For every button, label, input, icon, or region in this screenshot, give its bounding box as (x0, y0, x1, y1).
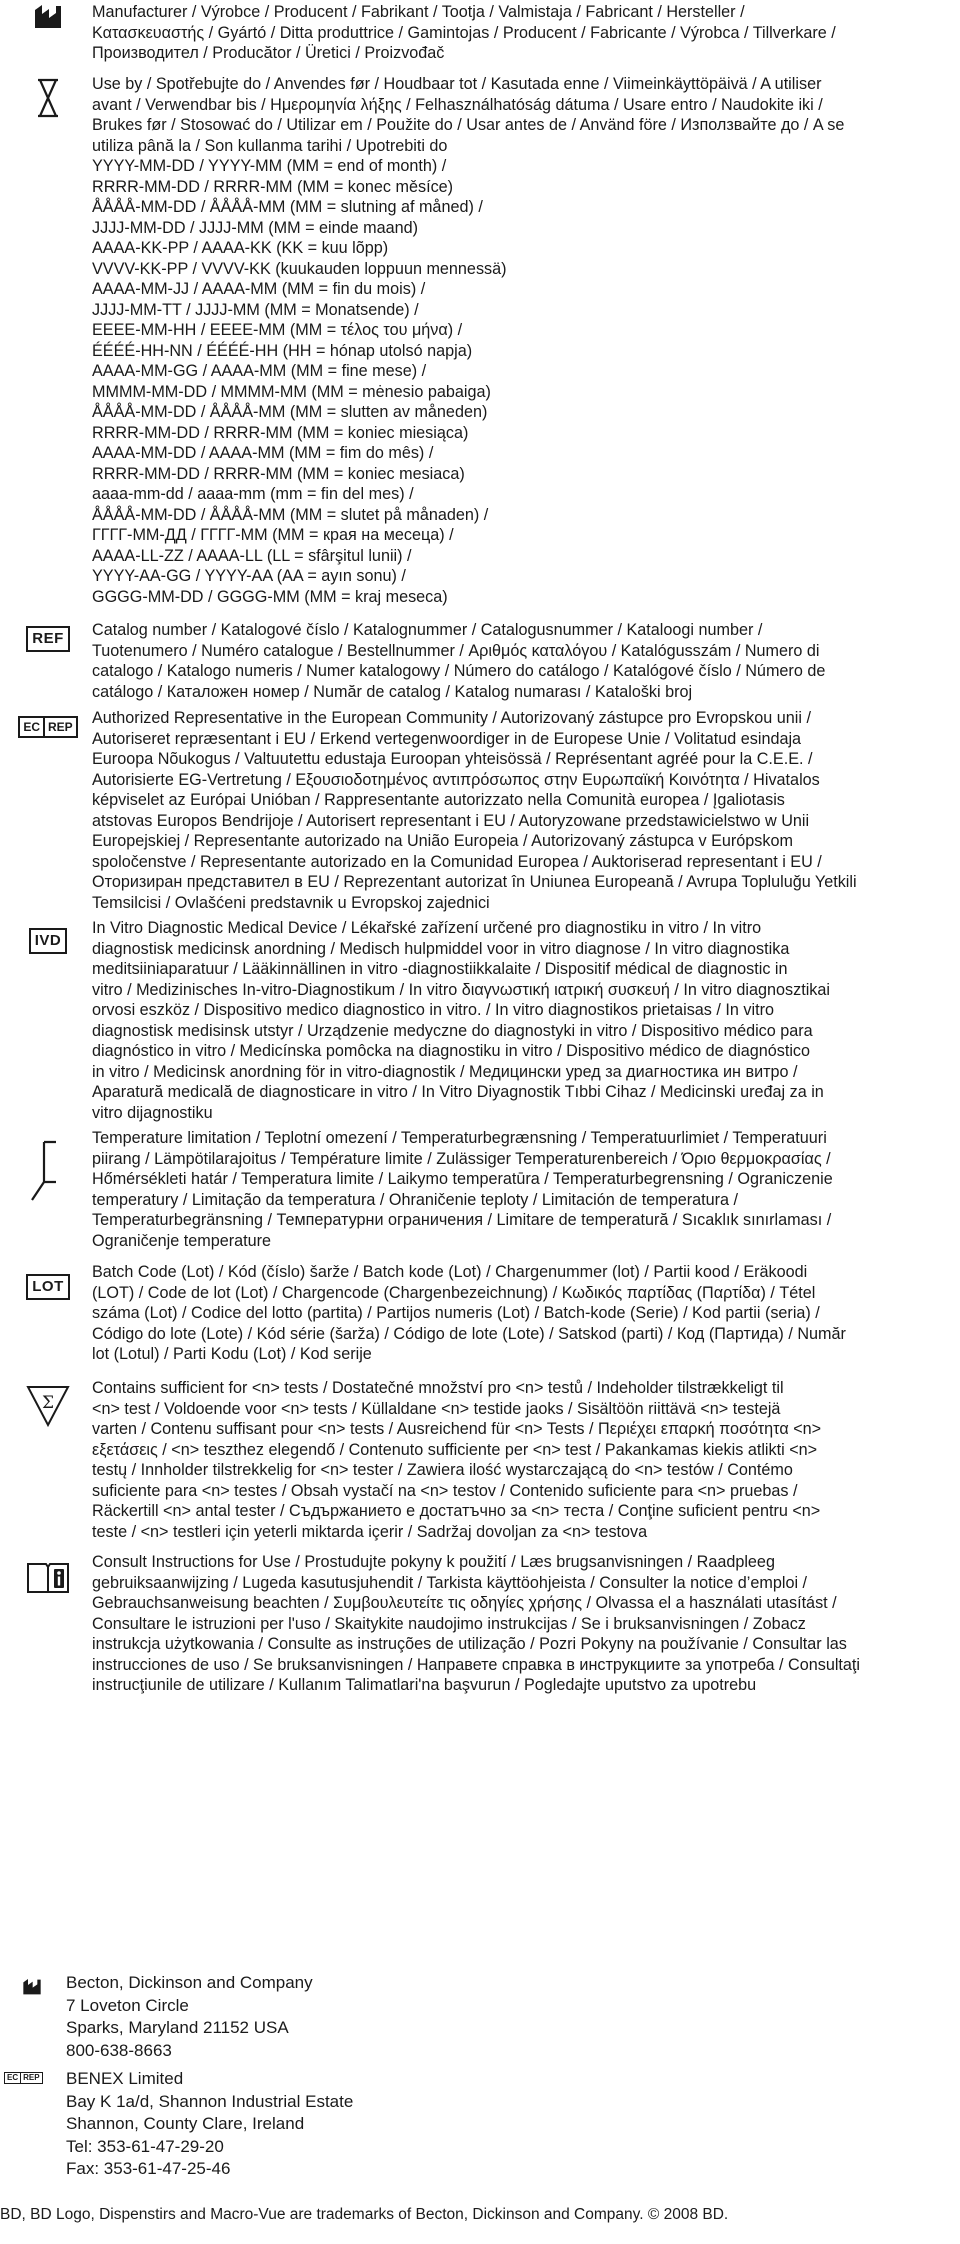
text-line: varten / Contenu suffisant pour <n> tests / Ausreichend für <n> Tests / Περιέχει επαρκή ποσότητα <n> (92, 1420, 822, 1438)
text-line: AAAA-LL-ZZ / AAAA-LL (LL = sfârşitul lunii) / (92, 546, 412, 565)
text-line: εξετάσεις / <n> teszthez elegendő / Contenuto sufficiente per <n> test / Pakankamas kiekis atlikti <n> (92, 1440, 818, 1459)
text-line: VVVV-KK-PP / VVVV-KK (kuukauden loppuun mennessä) (92, 259, 507, 278)
text-line: utiliza până la / Son kullanma tarihi / Upotrebiti do (92, 136, 448, 155)
ivd-icon: IVD (29, 928, 68, 954)
address-line: Shannon, County Clare, Ireland (66, 2114, 305, 2133)
rep-label: REP (43, 718, 76, 736)
text-line: catálogo / Каталожен номер / Număr de catalog / Katalog numarası / Kataloški broj (92, 682, 693, 701)
text-line: képviselet az Európai Unióban / Rappresentante autorizzato nella Comunità europea / Įgaliotasis (92, 791, 785, 809)
text-line: RRRR-MM-DD / RRRR-MM (MM = koniec mesiaca) (92, 464, 465, 483)
text-line: meditsiiniaparatuur / Lääkinnällinen in vitro -diagnostiikkalaite / Dispositif médical de diagnostic in (92, 960, 788, 978)
text-line: AAAA-MM-DD / AAAA-MM (MM = fim do mês) / (92, 444, 434, 462)
text-line: Autoriseret repræsentant i EU / Erkend vertegenwoordiger in de Europese Unie / Volitatud esindaja (92, 729, 802, 748)
ref-symbol (22, 626, 74, 652)
ec-label: EC (7, 2073, 19, 2082)
text-line: suficiente para <n> testes / Obsah vystačí na <n> testov / Contenido suficiente para <n> pruebas / (92, 1481, 798, 1500)
text-line: Hőmérsékleti határ / Temperatura limite / Laikymo temperatūra / Temperaturbegrensning / Ograniczenie (92, 1170, 833, 1188)
text-line: spoločenstve / Representante autorizado en la Comunidad Europea / Auktoriserad representant i EU / (92, 852, 822, 871)
text-line: RRRR-MM-DD / RRRR-MM (MM = koniec miesiąca) (92, 423, 469, 442)
text-line: ΕΕΕΕ-ΜΜ-ΗΗ / ΕΕΕΕ-ΜΜ (ΜΜ = τέλος του μήνα) / (92, 321, 463, 339)
text-line: diagnóstico in vitro / Medicínska pomôcka na diagnostiku in vitro / Dispositivo médico de diagnóstico (92, 1042, 811, 1060)
text-line: avant / Verwendbar bis / Ημερομηνία λήξης / Felhasználhatóság dátuma / Usare entro / Naudokite iki / (92, 95, 823, 114)
text-line: <n> test / Voldoende voor <n> tests / Küllaldane <n> testide jaoks / Sisältöön riittävä <n> testejä (92, 1399, 781, 1418)
text-line: instrucciones de uso / Se bruksanvisningen / Направете справка в инструкциите за употреба / Consultaţi (92, 1655, 861, 1674)
text-line: gebruiksaanwijzing / Lugeda kasutusjuhendit / Tarkista käyttöohjeista / Consulter la notice d’emploi / (92, 1573, 808, 1592)
text-line: Europejskiej / Representante autorizado na União Europeia / Autorizovaný zástupca v Európskom (92, 832, 793, 850)
text-line: diagnostisk medicinsk anordning / Medisch hulpmiddel voor in vitro diagnose / In vitro diagnostika (92, 939, 790, 958)
manufacturer-address (66, 1972, 313, 2062)
text-line: vitro / Medizinisches In-vitro-Diagnostikum / In vitro διαγνωστική ιατρική συσκευή / In vitro diagnosztikai (92, 980, 830, 999)
text-line: temperatury / Limitação da temperatura / Ohraničenie teploty / Limitación de temperatura / (92, 1190, 739, 1209)
ec-rep-icon (18, 716, 77, 738)
hourglass-icon (22, 78, 74, 118)
text-line: Gebrauchsanweisung beachten / Συμβουλευτείτε τις οδηγίες χρήσης / Olvassa el a használati utasítást / (92, 1594, 837, 1612)
text-line: diagnostisk medisinsk utstyr / Urządzenie medyczne do diagnostyki in vitro / Dispositivo médico para (92, 1021, 813, 1040)
text-line: Código do lote (Lote) / Kód série (šarža) / Código de lote (Lote) / Satskod (parti) / Код (Партида) / Număr (92, 1324, 846, 1343)
text-line: Оторизиран представител в ЕU / Reprezentant autorizat în Uniunea Europeană / Avrupa Topluluğu Yetkili (92, 873, 857, 891)
text-line: Autorisierte EG-Vertretung / Εξουσιοδοτημένος αντιπρόσωπος στην Ευρωπαϊκή Κοινότητα / Hivatalos (92, 770, 820, 789)
text-line: In Vitro Diagnostic Medical Device / Lékařské zařízení určené pro diagnostiku in vitro / In vitro (92, 919, 762, 937)
text-line: AAAA-MM-GG / AAAA-MM (MM = fine mese) / (92, 362, 427, 380)
instructions-icon (22, 1560, 74, 1596)
address-line: BENEX Limited (66, 2069, 184, 2088)
ec-label: EC (23, 720, 40, 734)
text-line: Temsilcisi / Ovlašćeni predstavnik u Evropskoj zajednici (92, 893, 490, 912)
text-line: AAAA-KK-PP / AAAA-KK (KK = kuu lõpp) (92, 239, 389, 257)
address-line: Fax: 353-61-47-25-46 (66, 2159, 231, 2178)
rep-address (66, 2068, 353, 2181)
text-line: YYYY-MM-DD / YYYY-MM (MM = end of month) / (92, 157, 447, 175)
address-line: Bay K 1a/d, Shannon Industrial Estate (66, 2091, 354, 2111)
lot-icon: LOT (26, 1274, 70, 1300)
text-line: ÅÅÅÅ-MM-DD / ÅÅÅÅ-MM (MM = slutning af måned) / (92, 198, 483, 216)
text-line: ÉÉÉÉ-HH-NN / ÉÉÉÉ-HH (HH = hónap utolsó napja) (92, 341, 473, 360)
address-line: 800-638-8663 (66, 2040, 172, 2060)
text-line: Batch Code (Lot) / Kód (číslo) šarže / Batch kode (Lot) / Chargenummer (lot) / Partii kood / Eräkoodi (92, 1263, 808, 1281)
text-line: lot (Lotul) / Parti Kodu (Lot) / Kod serije (92, 1345, 372, 1363)
text-line: Brukes før / Stosować do / Utilizar em / Použite do / Usar antes de / Använd före / Използвайте до / A se (92, 116, 845, 134)
text-line: testų / Innholder tilstrekkelig for <n> tester / Zawiera ilość wystarczającą do <n> testów / Contémo (92, 1461, 793, 1479)
text-line: Räckertill <n> antal tester / Съдържанието е достатъчно за <n> теста / Conţine suficient pentru <n> (92, 1502, 821, 1520)
ec-rep-symbol (22, 716, 74, 738)
lot-symbol (22, 1274, 74, 1300)
ref-icon: REF (26, 626, 70, 652)
text-line: MMMM-MM-DD / MMMM-MM (MM = mėnesio pabaiga) (92, 382, 491, 401)
text-line: (LOT) / Code de lot (Lot) / Chargencode (Chargenbezeichnung) / Κωδικός παρτίδας (Παρτίδα) / Tétel (92, 1283, 816, 1302)
text-line: Ograničenje temperature (92, 1231, 272, 1250)
address-line: Sparks, Maryland 21152 USA (66, 2018, 289, 2037)
manufacturer-icon (22, 4, 74, 30)
text-line: Temperature limitation / Teplotní omezení / Temperaturbegrænsning / Temperatuurlimiet / Temperatuuri (92, 1129, 827, 1147)
text-line: Производител / Producător / Üretici / Proizvođač (92, 44, 445, 62)
text-line: Euroopa Nõukogus / Valtuutettu edustaja Euroopan yhteisössä / Représentant agréé pour la C.E.E. / (92, 750, 813, 768)
text-line: JJJJ-MM-TT / JJJJ-MM (MM = Monatsende) / (92, 300, 419, 319)
text-line: Manufacturer / Výrobce / Producent / Fabrikant / Tootja / Valmistaja / Fabricant / Hersteller / (92, 3, 745, 21)
address-line: Tel: 353-61-47-29-20 (66, 2136, 224, 2156)
text-line: YYYY-AA-GG / YYYY-AA (AA = ayın sonu) / (92, 567, 406, 585)
text-line: teste / <n> testleri için yeterli miktarda içerir / Sadržaj dovoljan za <n> testova (92, 1522, 648, 1541)
text-line: Consult Instructions for Use / Prostudujte pokyny k použití / Læs brugsanvisningen / Raadpleeg (92, 1553, 775, 1571)
address-line: Becton, Dickinson and Company (66, 1973, 313, 1992)
thermometer-icon (22, 1138, 74, 1202)
manufacturer-address-icon (22, 1978, 42, 2001)
text-line: Use by / Spotřebujte do / Anvendes før / Houdbaar tot / Kasutada enne / Viimeinkäyttöpäivä / A utiliser (92, 75, 822, 93)
text-line: GGGG-MM-DD / GGGG-MM (MM = kraj meseca) (92, 587, 448, 606)
sigma-glyph: Σ (41, 1393, 55, 1413)
text-line: Contains sufficient for <n> tests / Dostatečné množství pro <n> testů / Indeholder tilstrækkeligt til (92, 1379, 784, 1397)
text-line: ÅÅÅÅ-MM-DD / ÅÅÅÅ-MM (MM = slutet på månaden) / (92, 505, 489, 524)
text-line: Consultare le istruzioni per l'uso / Skaitykite naudojimo instrukcijas / Se i bruksanvisningen / Zobacz (92, 1614, 806, 1633)
text-line: orvosi eszköz / Dispositivo medico diagnostico in vitro. / In vitro diagnostikos prietaisas / In vitro (92, 1001, 774, 1019)
text-line: JJJJ-MM-DD / JJJJ-MM (MM = einde maand) (92, 218, 419, 237)
text-line: in vitro / Medicinsk anordning för in vitro-diagnostik / Медицински уред за диагностика ин витро / (92, 1062, 798, 1081)
text-line: aaaa-mm-dd / aaaa-mm (mm = fin del mes) / (92, 485, 414, 503)
ec-rep-address-icon (4, 2072, 43, 2084)
text-line: vitro dijagnostiku (92, 1103, 213, 1122)
trademark-footer: BD, BD Logo, Dispenstirs and Macro-Vue are trademarks of Becton, Dickinson and Company. © 2008 BD. (0, 2206, 729, 2223)
text-line: ГГГГ-ММ-ДД / ГГГГ-ММ (ММ = края на месеца) / (92, 526, 454, 544)
text-line: catalogo / Katalogo numeris / Numer katalogowy / Número do catálogo / Katalógové číslo / Número de (92, 662, 826, 680)
text-line: Catalog number / Katalogové číslo / Katalognummer / Catalogusnummer / Kataloogi number / (92, 621, 763, 639)
text-line: atstovas Europos Bendrijoje / Autorisert representant i EU / Autoryzowane przedstawicielstwo w Unii (92, 811, 810, 830)
sigma-icon (22, 1384, 74, 1428)
text-line: száma (Lot) / Codice del lotto (partita) / Partijos numeris (Lot) / Batch-kode (Serie) / Kod partii (seria) / (92, 1304, 820, 1322)
text-line: Tuotenumero / Numéro catalogue / Bestellnummer / Αριθμός καταλόγου / Katalógusszám / Numero di (92, 641, 820, 660)
text-line: ÅÅÅÅ-MM-DD / ÅÅÅÅ-MM (MM = slutten av måneden) (92, 403, 488, 421)
ivd-symbol (22, 928, 74, 954)
rep-label: REP (20, 2073, 41, 2083)
text-line: Temperaturbegränsning / Температурни ограничения / Limitare de temperatură / Sıcaklık sınırlaması / (92, 1211, 832, 1229)
text-line: piirang / Lämpötilarajoitus / Température limite / Zulässiger Temperaturenbereich / Όριο θερμοκρασίας / (92, 1149, 831, 1168)
text-line: RRRR-MM-DD / RRRR-MM (MM = konec měsíce) (92, 177, 454, 196)
text-line: instrukcja użytkowania / Consulte as instruções de utilização / Pozri Pokyny na používanie / Consultar las (92, 1635, 847, 1653)
text-line: Aparatură medicală de diagnosticare in vitro / In Vitro Diyagnostik Tıbbi Cihaz / Medicinski uređaj za in (92, 1083, 824, 1101)
text-line: instrucţiunile de utilizare / Kullanım Talimatlari'na başvurun / Pogledajte uputstvo za upotrebu (92, 1676, 757, 1694)
text-line: AAAA-MM-JJ / AAAA-MM (MM = fin du mois) / (92, 280, 426, 298)
address-line: 7 Loveton Circle (66, 1995, 189, 2015)
text-line: Authorized Representative in the European Community / Autorizovaný zástupce pro Evropskou unii / (92, 709, 811, 727)
text-line: Κατασκευαστής / Gyártó / Ditta produttrice / Gamintojas / Producent / Fabricante / Výrobca / Tillverkare / (92, 23, 836, 42)
